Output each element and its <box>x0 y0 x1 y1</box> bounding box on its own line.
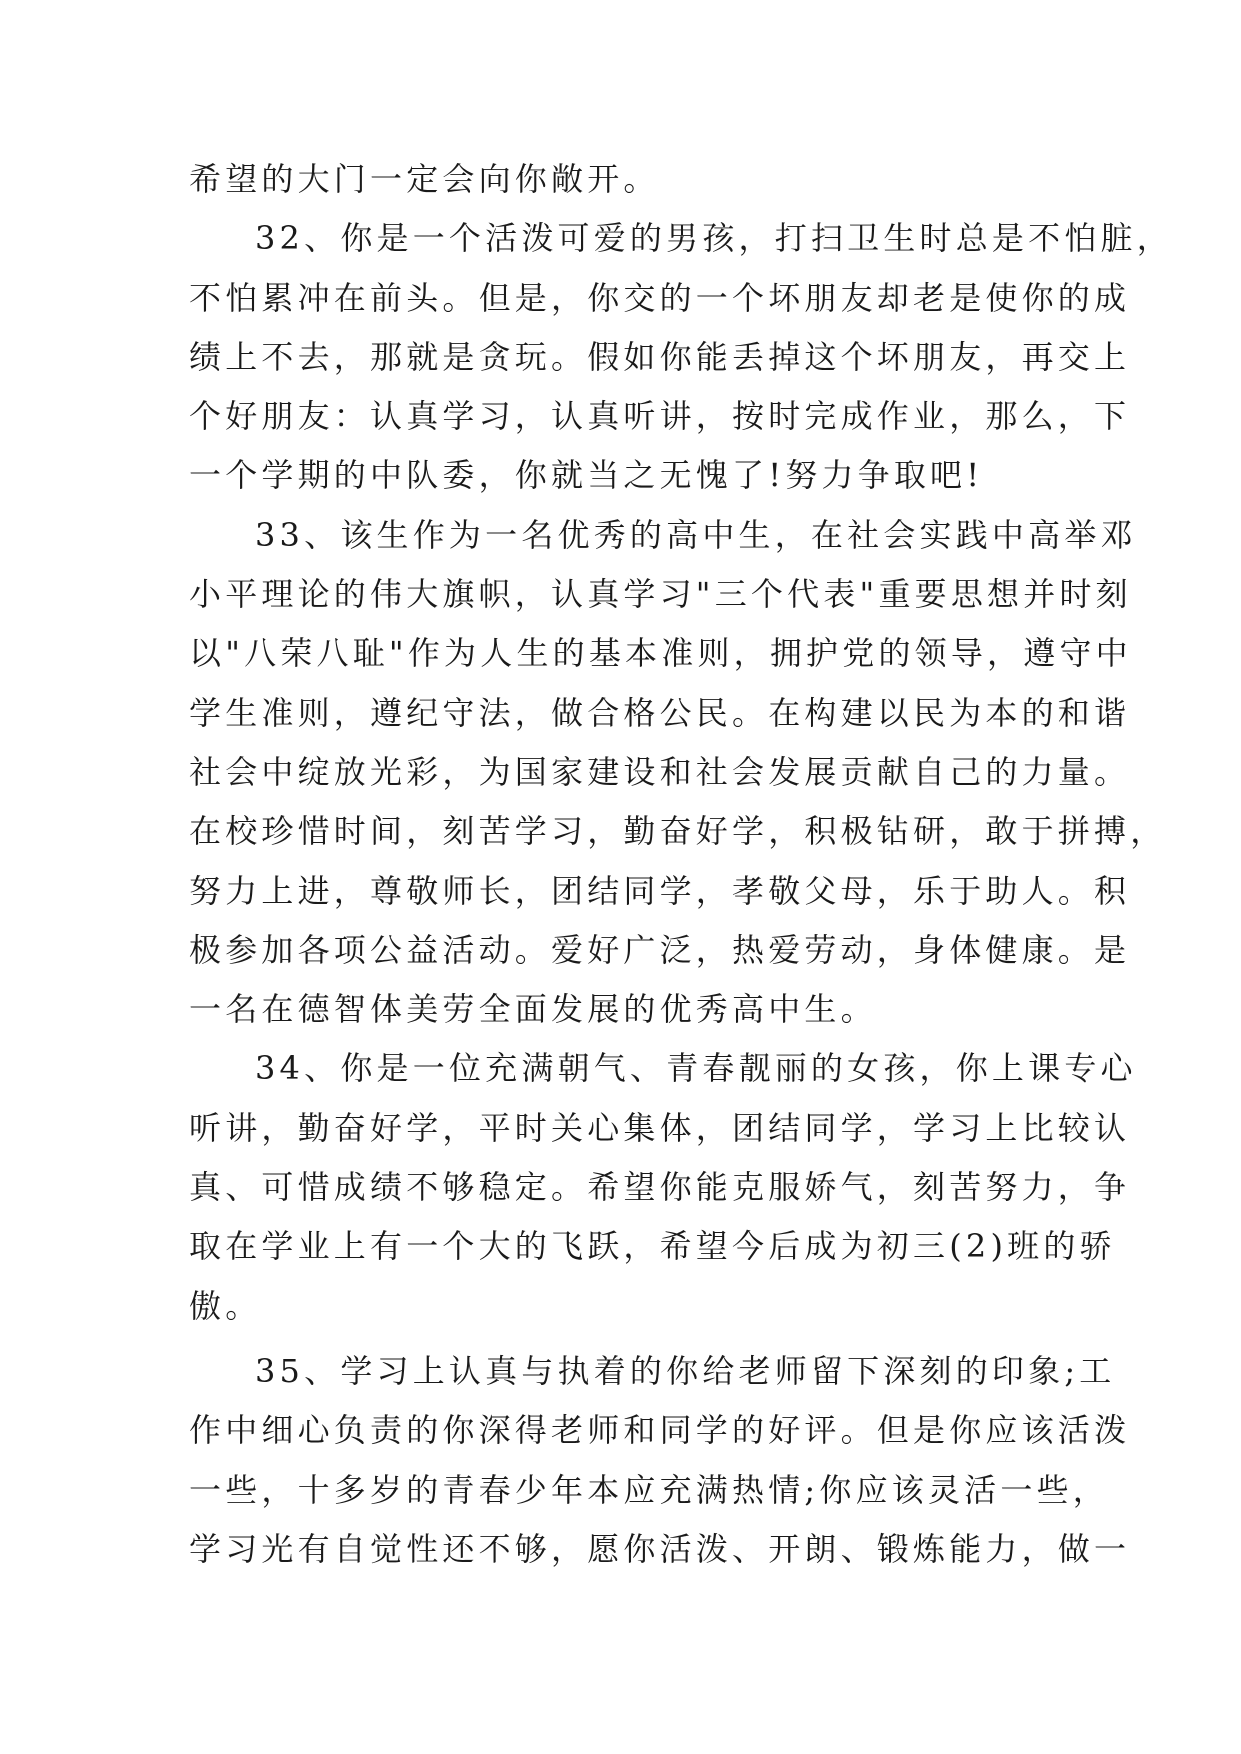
document-body <box>189 150 1173 1579</box>
text-line: 32、你是一个活泼可爱的男孩，打扫卫生时总是不怕脏， <box>255 219 1173 258</box>
text-line: 34、你是一位充满朝气、青春靓丽的女孩，你上课专心 <box>255 1049 1137 1088</box>
text-line: 一个学期的中队委，你就当之无愧了!努力争取吧! <box>189 456 984 495</box>
text-line: 不怕累冲在前头。但是，你交的一个坏朋友却老是使你的成 <box>189 278 1131 317</box>
text-line: 希望的大门一定会向你敞开。 <box>189 160 660 198</box>
text-line: 社会中绽放光彩，为国家建设和社会发展贡献自己的力量。 <box>189 752 1131 791</box>
text-line: 极参加各项公益活动。爱好广泛，热爱劳动，身体健康。是 <box>189 930 1131 969</box>
text-line: 真、可惜成绩不够稳定。希望你能克服娇气，刻苦努力，争 <box>189 1168 1131 1207</box>
text-line: 取在学业上有一个大的飞跃，希望今后成为初三(2)班的骄 <box>189 1227 1116 1266</box>
paragraph-34 <box>189 1039 1137 1335</box>
text-line: 学习光有自觉性还不够，愿你活泼、开朗、锻炼能力，做一 <box>189 1529 1131 1568</box>
paragraph-32 <box>189 209 1173 505</box>
paragraph-33 <box>189 506 1167 1040</box>
text-line: 在校珍惜时间，刻苦学习，勤奋好学，积极钻研，敢于拼搏， <box>189 812 1167 851</box>
text-line: 学生准则，遵纪守法，做合格公民。在构建以民为本的和谐 <box>189 693 1131 732</box>
text-line: 个好朋友：认真学习，认真听讲，按时完成作业，那么，下 <box>189 397 1131 436</box>
text-line: 35、学习上认真与执着的你给老师留下深刻的印象;工 <box>255 1351 1116 1390</box>
text-line: 努力上进，尊敬师长，团结同学，孝敬父母，乐于助人。积 <box>189 871 1131 910</box>
text-line: 一名在德智体美劳全面发展的优秀高中生。 <box>189 990 877 1029</box>
text-line: 33、该生作为一名优秀的高中生，在社会实践中高举邓 <box>255 515 1137 554</box>
paragraph-35 <box>189 1342 1131 1579</box>
text-line: 以"八荣八耻"作为人生的基本准则，拥护党的领导，遵守中 <box>189 634 1132 673</box>
text-line: 一些，十多岁的青春少年本应充满热情;你应该灵活一些， <box>189 1470 1109 1509</box>
text-line: 听讲，勤奋好学，平时关心集体，团结同学，学习上比较认 <box>189 1108 1131 1147</box>
text-line: 作中细心负责的你深得老师和同学的好评。但是你应该活泼 <box>189 1411 1131 1450</box>
text-line: 小平理论的伟大旗帜，认真学习"三个代表"重要思想并时刻 <box>189 575 1132 614</box>
paragraph-31-tail <box>189 150 1069 209</box>
text-line: 绩上不去，那就是贪玩。假如你能丢掉这个坏朋友，再交上 <box>189 337 1131 376</box>
text-line: 傲。 <box>189 1286 262 1325</box>
